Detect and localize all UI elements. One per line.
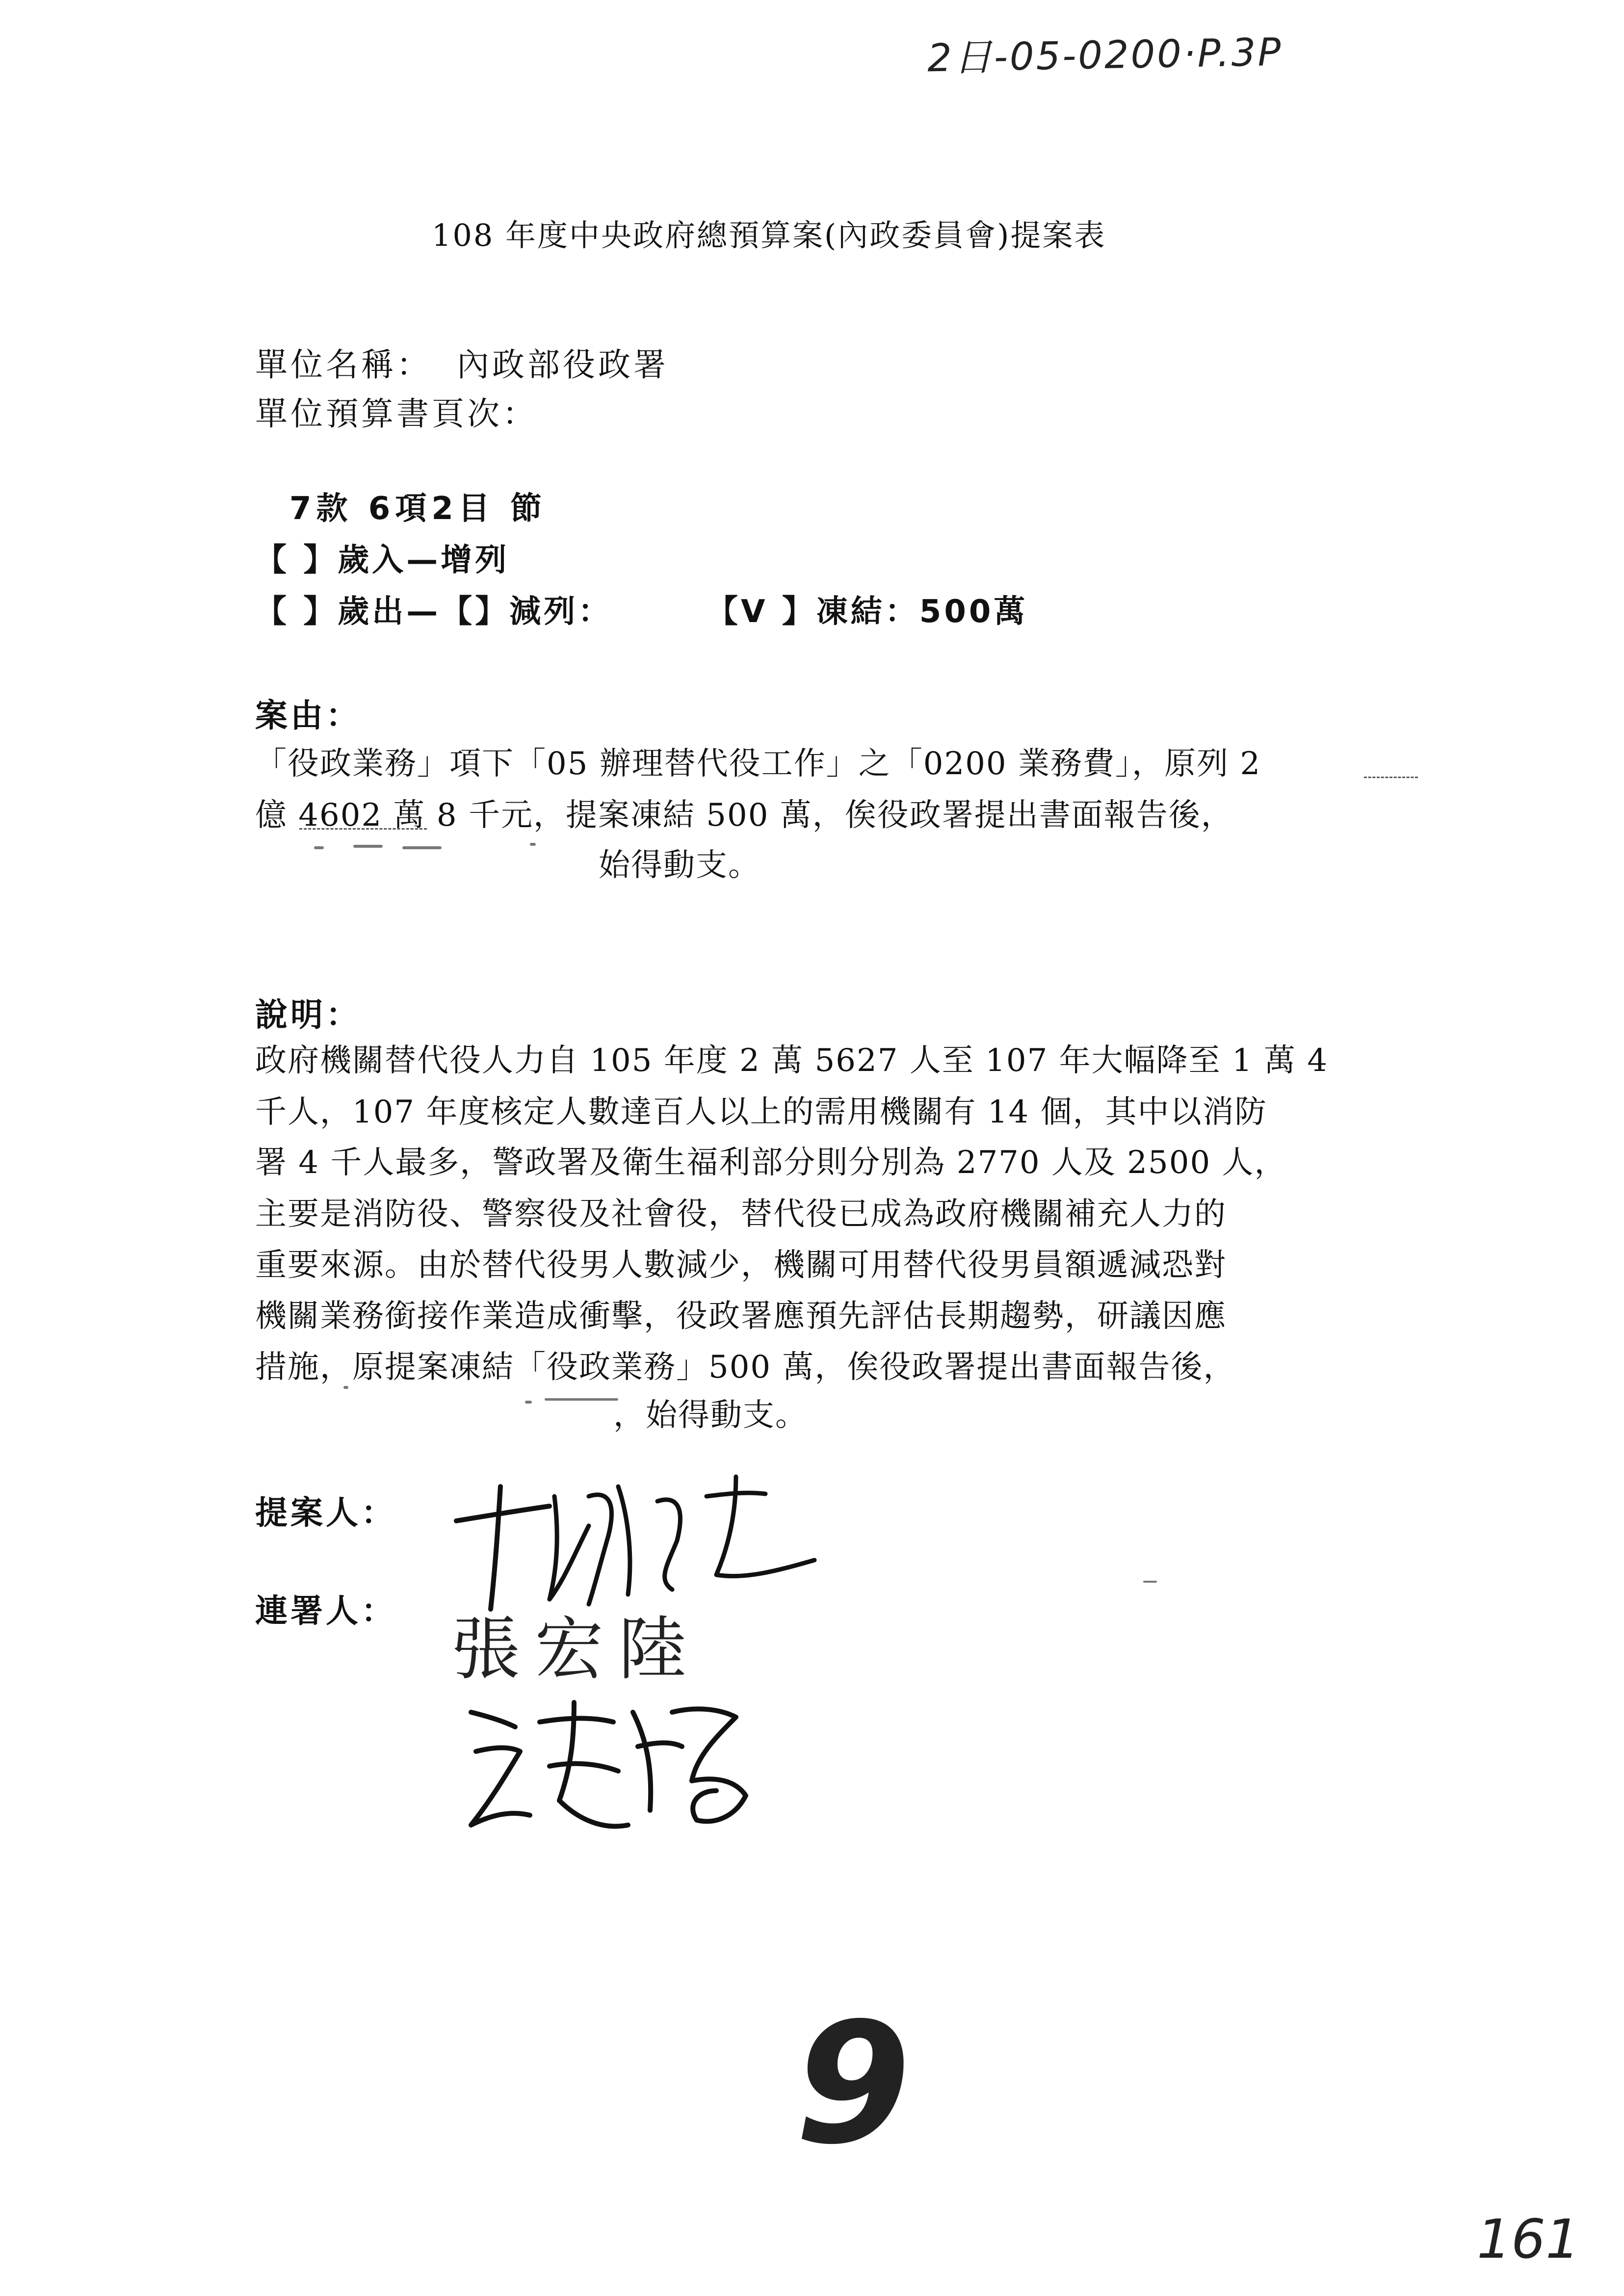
handwritten-number: 9 [795,1987,911,2181]
explanation-heading: 說明： [255,996,361,1034]
page-number: 161 [1477,2208,1580,2270]
explanation-line-4: 主要是消防役、警察役及社會役，替代役已成為政府機關補充人力的 [255,1196,1227,1232]
page-ref-label: 單位預算書頁次： [255,395,538,433]
explanation-line-3: 署 4 千人最多，警政署及衛生福利部分則分別為 2770 人及 2500 人， [255,1145,1287,1181]
explanation-line-7: 措施，原提案凍結「役政業務」500 萬，俟役政署提出書面報告後， [255,1349,1236,1385]
unit-row [255,339,669,385]
explanation-line-8: ，始得動支。 [613,1397,808,1434]
explanation-line-6: 機關業務銜接作業造成衝擊，役政署應預先評估長期趨勢，研議因應 [255,1298,1227,1334]
header-code: 2日-05-0200·P.3P [927,30,1283,81]
cosigner-signature-2 [461,1693,765,1840]
explanation-line-2: 千人，107 年度核定人數達百人以上的需用機關有 14 個，其中以消防 [255,1094,1267,1130]
proposer-label: 提案人： [255,1494,396,1532]
classification-line: 7款 6項2目 節 [289,491,547,527]
page-title: 108 年度中央政府總預算案(內政委員會)提案表 [432,217,1106,253]
cosigner-label: 連署人： [255,1592,396,1630]
freeze-line: 【V 】凍結：500萬 [707,594,1028,630]
unit-value: 內政部役政署 [456,346,669,384]
explanation-line-1: 政府機關替代役人力自 105 年度 2 萬 5627 人至 107 年大幅降至 1 萬 4 [255,1043,1329,1079]
unit-label: 單位名稱： [255,346,432,384]
case-reason-line-1: 「役政業務」項下「05 辦理替代役工作」之「0200 業務費」，原列 2 [255,746,1261,782]
case-reason-line-3: 始得動支。 [599,847,760,884]
revenue-line: 【 】歲入—增列 [255,542,510,578]
case-reason-line-2: 億 4602 萬 8 千元，提案凍結 500 萬，俟役政署提出書面報告後， [255,797,1233,834]
case-reason-heading: 案由： [255,697,361,734]
expense-line: 【 】歲出—【】減列： [255,594,613,630]
cosigner-signature-1: 張宏陸 [451,1610,702,1690]
explanation-line-5: 重要來源。由於替代役男人數減少，機關可用替代役男員額遞減恐對 [255,1247,1227,1283]
